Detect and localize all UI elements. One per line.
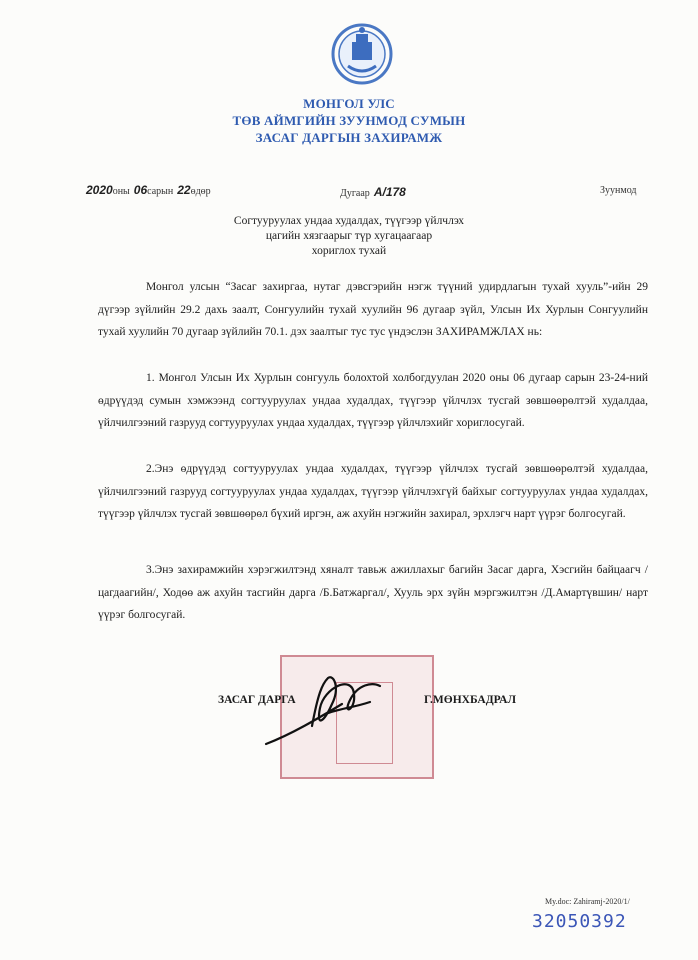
clause-3: 3.Энэ захирамжийн хэрэгжилтэнд хяналт тавьж ажиллахыг багийн Засаг дарга, Хэсгийн байцаагч /цагдаагийн/, Ходөө аж ахуйн тасгийн дарга /Б.Батжаргал/, Хууль эрх зүйн мэргэжилтэн /Д.Амартүвшин/ нарт үүрэг болгосугай. bbox=[98, 564, 648, 622]
date-year-suffix: оны bbox=[112, 186, 130, 197]
document-place: Зуунмод bbox=[600, 185, 637, 196]
number-value: А/178 bbox=[373, 185, 406, 199]
number-label: Дугаар bbox=[340, 188, 370, 199]
organization-name: ТӨВ АЙМГИЙН ЗУУНМОД СУМЫН bbox=[232, 113, 466, 128]
date-month: 06 bbox=[133, 183, 148, 197]
document-path: My.doc: Zahiramj-2020/1/ bbox=[545, 897, 630, 906]
clause-2: 2.Энэ өдрүүдэд согтууруулах ундаа худалдах, түүгээр үйлчлэх тусгай зөвшөөрөлтэй худалдаа, үйлчилгээний газрууд согтууруулах ундаа худалдах, түүгээр үйлчлэхгүй байхыг согтууруулах ундаа худалдах, түүгээр үйлчлэх тусгай зөвшөөрөл бүхий иргэн, аж ахуйн нэгжийн захирал, эрхлэгч нарт үүрэг болгосугай. bbox=[98, 463, 648, 521]
date-day-suffix: өдөр bbox=[190, 186, 211, 197]
order-title-line3: хориглох тухай bbox=[311, 245, 387, 257]
document-number bbox=[340, 183, 406, 201]
country-name: МОНГОЛ УЛС bbox=[303, 96, 395, 111]
document-type: ЗАСАГ ДАРГЫН ЗАХИРАМЖ bbox=[255, 130, 443, 145]
date-year: 2020 bbox=[86, 183, 113, 197]
order-title-line1: Согтууруулах ундаа худалдах, түүгээр үйлчлэх bbox=[233, 215, 465, 227]
intro-paragraph: Монгол улсын “Засаг захиргаа, нутаг дэвсгэрийн нэгж түүний удирдлагын тухай хууль”-ийн 29 дүгээр зүйлийн 29.2 дахь заалт, Сонгуулийн тухай хуулийн 96 дугаар зүйл, Улсын Их Хурлын Сонгуулийн тухай хуулийн 70 дугаар зүйлийн 70.1. дэх заалтыг тус тус үндэслэн ЗАХИРАМЖЛАХ нь: bbox=[98, 281, 648, 339]
signatory-name: Г.МӨНХБАДРАЛ bbox=[424, 694, 517, 706]
order-title-line2: цагийн хязгаарыг түр хугацаагаар bbox=[265, 230, 433, 242]
handwritten-signature bbox=[262, 664, 392, 759]
state-emblem-icon bbox=[330, 18, 394, 90]
registration-number: 32050392 bbox=[532, 911, 627, 932]
date-month-suffix: сарын bbox=[147, 186, 174, 197]
date-day: 22 bbox=[177, 183, 191, 197]
clause-1: 1. Монгол Улсын Их Хурлын сонгууль болохтой холбогдуулан 2020 оны 06 дугаар сарын 23-24-ний өдрүүдэд сумын хэмжээнд согтууруулах ундаа худалдах, түүгээр үйлчлэх тусгай зөвшөөрөлтэй худалдаа, үйлчилгээний газрууд согтууруулах ундаа худалдах, түүгээр үйлчлэхийг хориглосугай. bbox=[98, 372, 648, 430]
signatory-title: ЗАСАГ ДАРГА bbox=[218, 694, 296, 706]
document-date bbox=[86, 181, 211, 199]
